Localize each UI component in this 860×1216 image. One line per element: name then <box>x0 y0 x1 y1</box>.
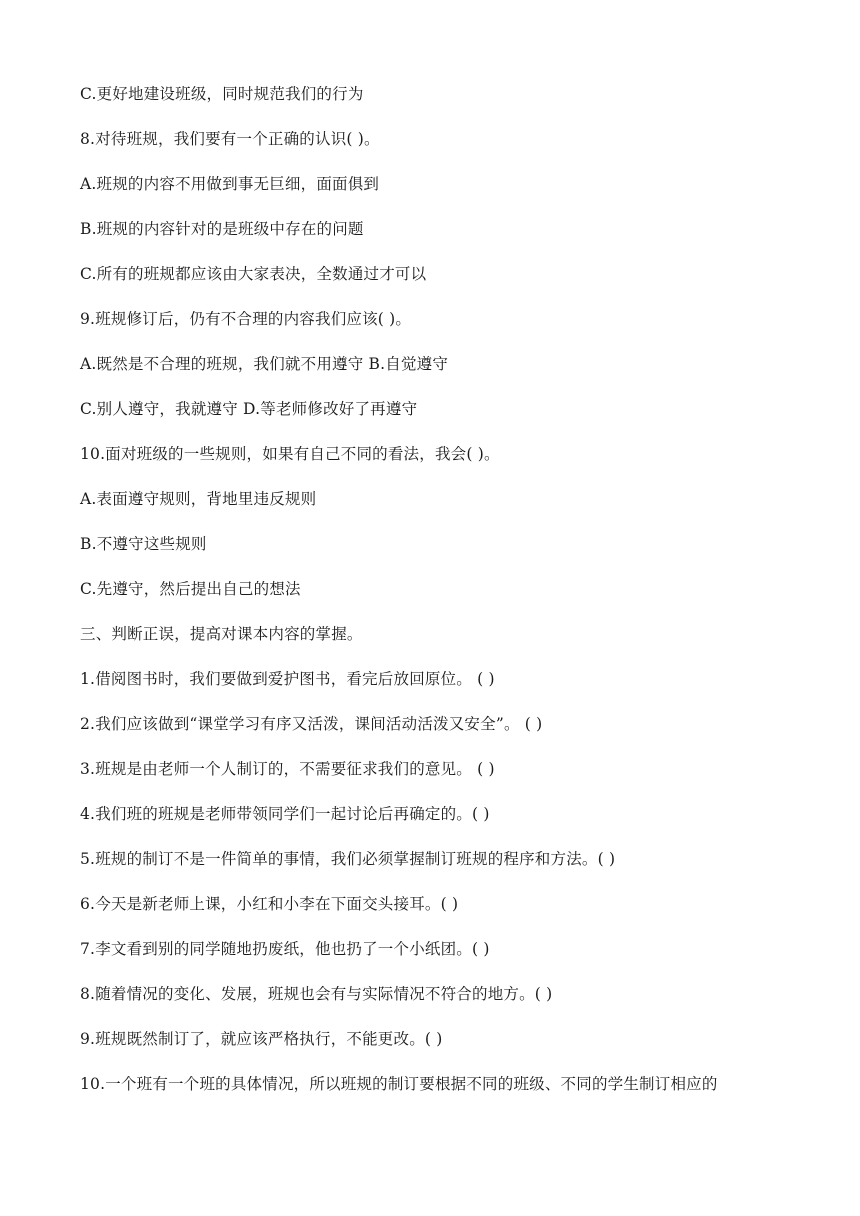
judge-item-9: 9.班规既然制订了，就应该严格执行，不能更改。( ) <box>80 1030 443 1048</box>
option-9cd: C.别人遵守，我就遵守 D.等老师修改好了再遵守 <box>80 400 418 418</box>
judge-item-3: 3.班规是由老师一个人制订的，不需要征求我们的意见。 ( ) <box>80 760 495 778</box>
option-10c: C.先遵守，然后提出自己的想法 <box>80 580 301 598</box>
option-10a: A.表面遵守规则，背地里违反规则 <box>80 490 317 508</box>
option-8a: A.班规的内容不用做到事无巨细，面面俱到 <box>80 175 380 193</box>
judge-item-2: 2.我们应该做到“课堂学习有序又活泼，课间活动活泼又安全”。 ( ) <box>80 715 543 733</box>
judge-item-4: 4.我们班的班规是老师带领同学们一起讨论后再确定的。( ) <box>80 805 490 823</box>
judge-item-8: 8.随着情况的变化、发展，班规也会有与实际情况不符合的地方。( ) <box>80 985 553 1003</box>
judge-item-10: 10.一个班有一个班的具体情况，所以班规的制订要根据不同的班级、不同的学生制订相应的 <box>80 1075 718 1093</box>
option-7c: C.更好地建设班级，同时规范我们的行为 <box>80 85 364 103</box>
option-8c: C.所有的班规都应该由大家表决，全数通过才可以 <box>80 265 427 283</box>
option-9ab: A.既然是不合理的班规，我们就不用遵守 B.自觉遵守 <box>80 355 449 373</box>
question-10: 10.面对班级的一些规则，如果有自己不同的看法，我会( )。 <box>80 445 500 463</box>
judge-item-6: 6.今天是新老师上课，小红和小李在下面交头接耳。( ) <box>80 895 459 913</box>
section-heading: 三、判断正误，提高对课本内容的掌握。 <box>80 625 363 643</box>
question-8: 8.对待班规，我们要有一个正确的认识( )。 <box>80 130 380 148</box>
judge-item-7: 7.李文看到别的同学随地扔废纸，他也扔了一个小纸团。( ) <box>80 940 490 958</box>
question-9: 9.班规修订后，仍有不合理的内容我们应该( )。 <box>80 310 412 328</box>
option-10b: B.不遵守这些规则 <box>80 535 207 553</box>
judge-item-5: 5.班规的制订不是一件简单的事情，我们必须掌握制订班规的程序和方法。( ) <box>80 850 616 868</box>
option-8b: B.班规的内容针对的是班级中存在的问题 <box>80 220 364 238</box>
judge-item-1: 1.借阅图书时，我们要做到爱护图书，看完后放回原位。 ( ) <box>80 670 495 688</box>
